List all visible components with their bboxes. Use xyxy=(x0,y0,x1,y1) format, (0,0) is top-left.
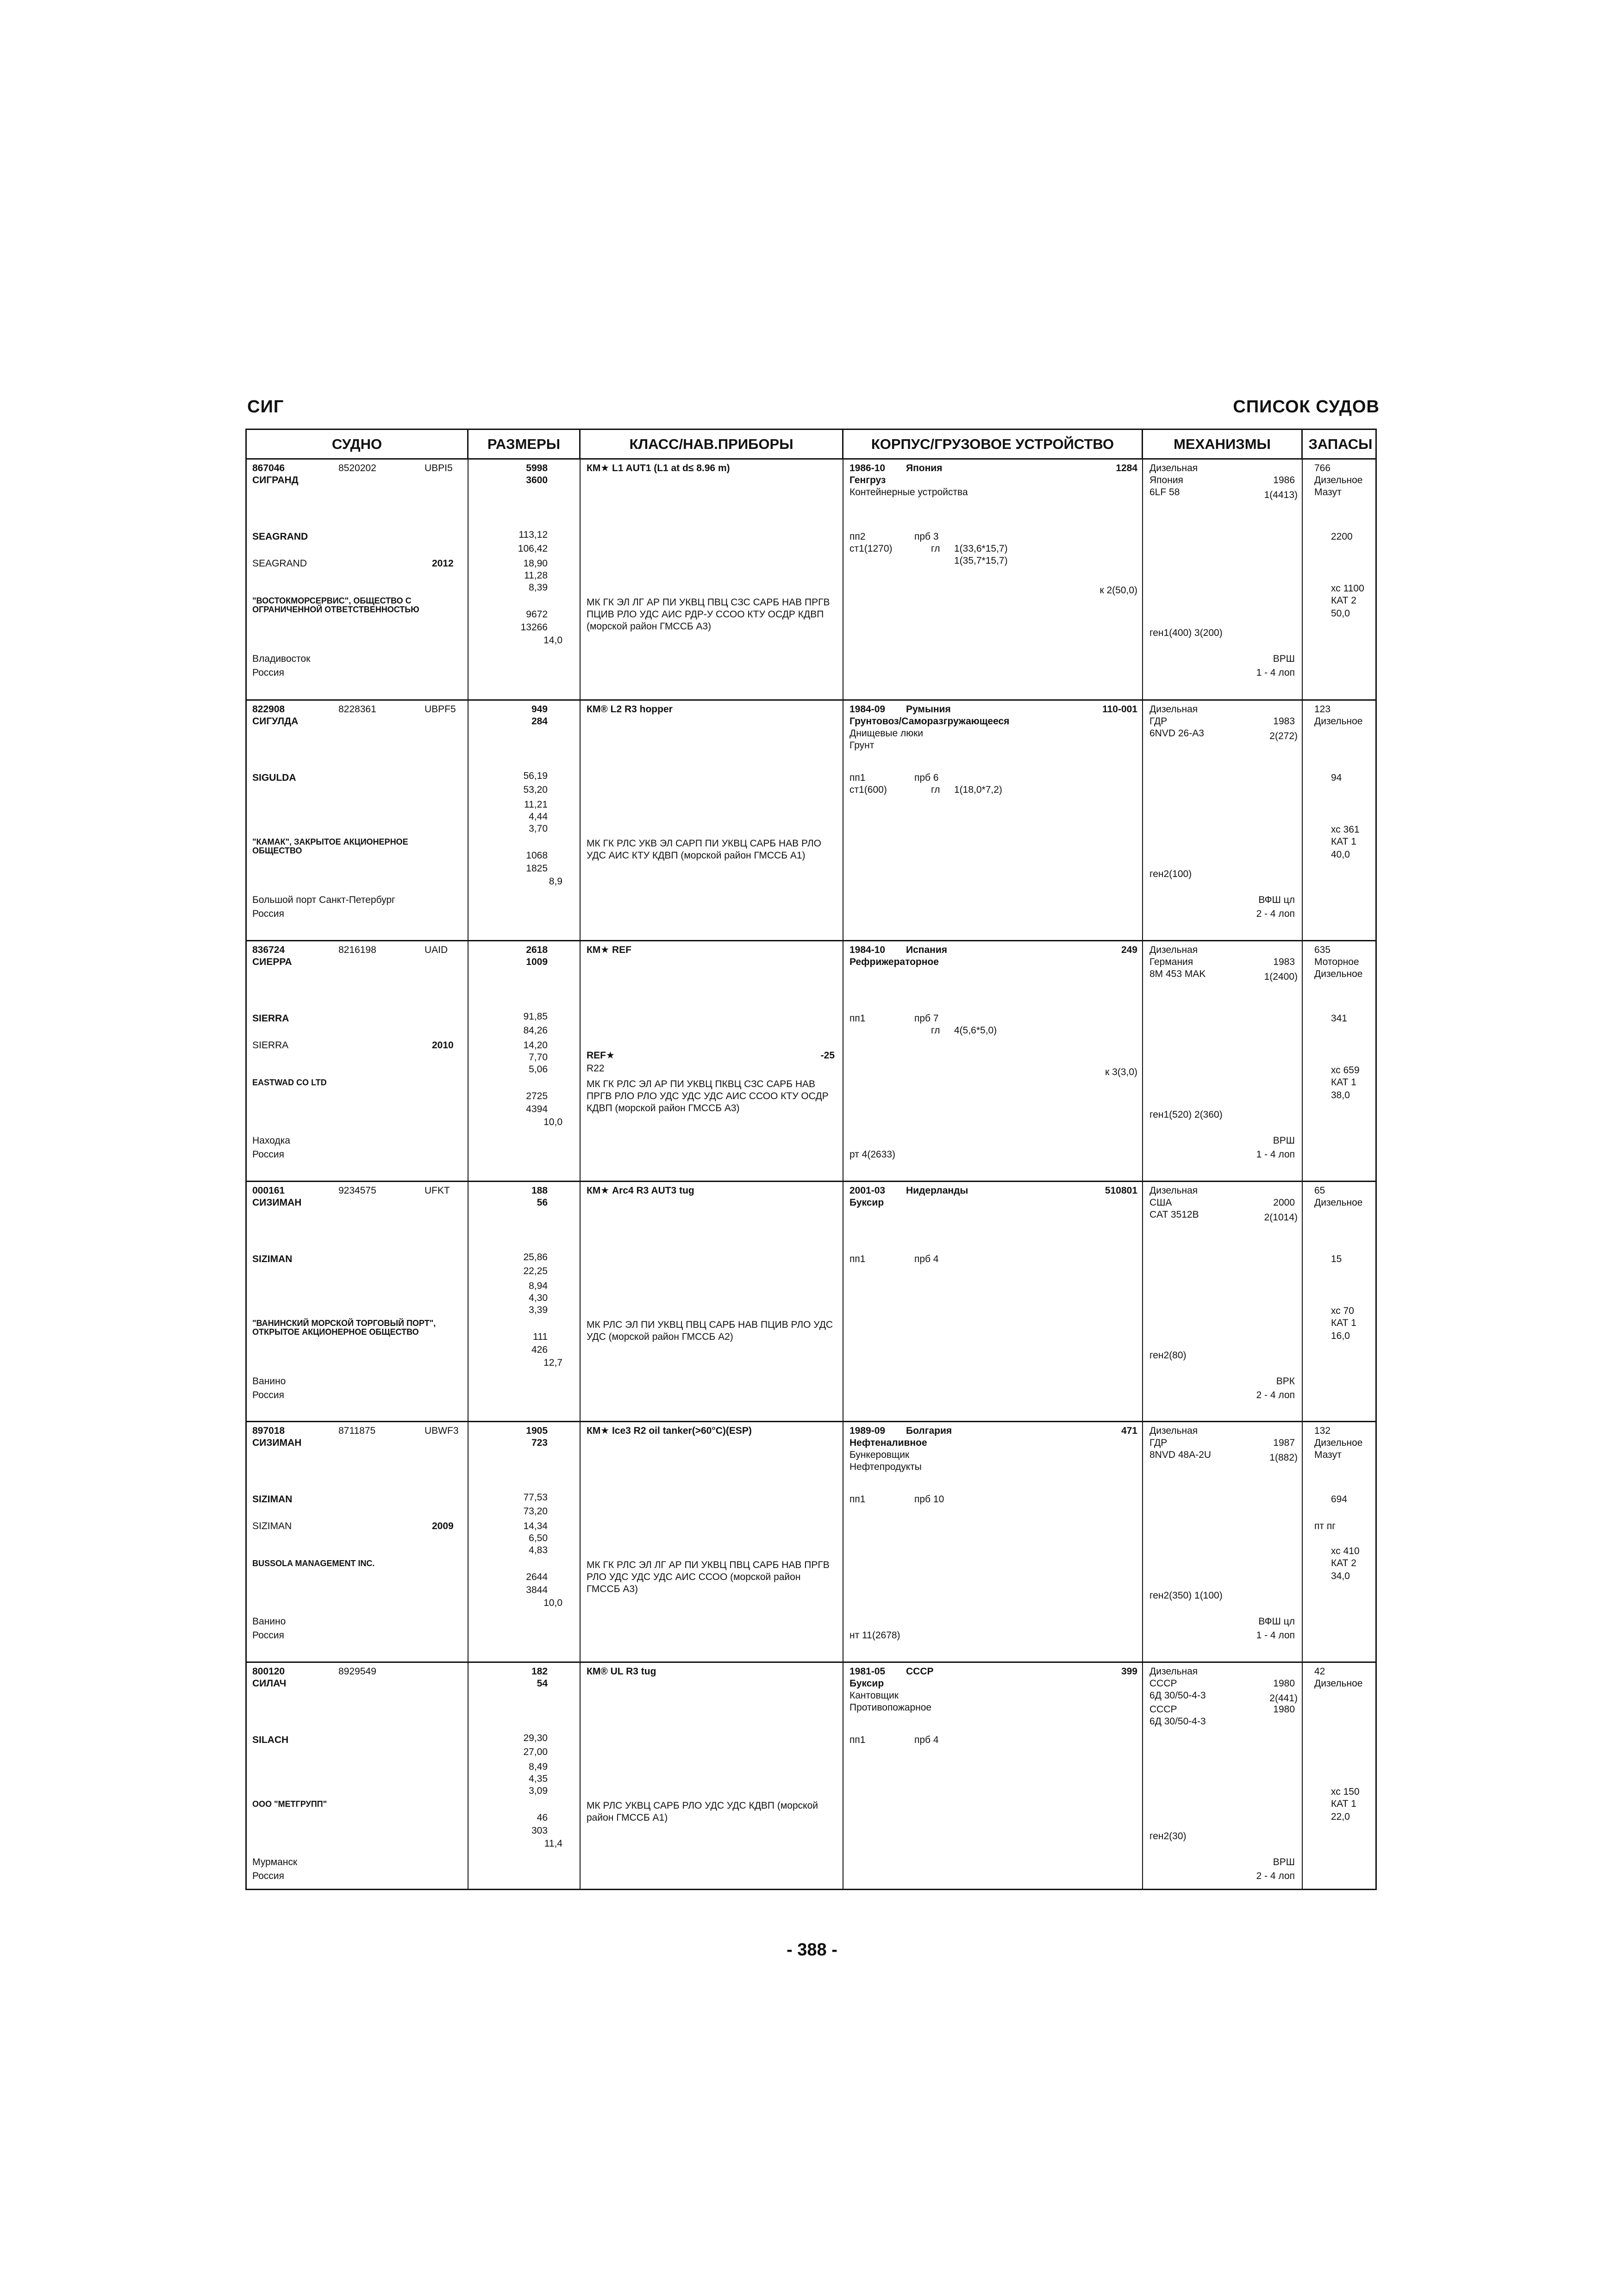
draught: 5,06 xyxy=(529,1064,548,1075)
ship-name-ru: СИЗИМАН xyxy=(252,1437,302,1448)
registry-number: 897018 xyxy=(252,1425,285,1436)
bulkheads: прб 10 xyxy=(914,1494,944,1505)
build-date: 2001-03 xyxy=(849,1185,886,1196)
draught: 3,39 xyxy=(529,1305,548,1315)
bulkheads: прб 6 xyxy=(914,772,939,783)
hatch-sizes: 4(5,6*5,0) xyxy=(954,1025,997,1036)
cranes: к 2(50,0) xyxy=(1099,585,1137,596)
fuel-type: Дизельное xyxy=(1314,716,1363,727)
fuel-quantity: 766 xyxy=(1314,463,1331,473)
previous-name: SIZIMAN xyxy=(252,1521,292,1531)
fuel-type: Дизельное xyxy=(1314,1678,1363,1689)
decks: пп1 xyxy=(849,1013,866,1024)
fuel-extra: пт пг xyxy=(1314,1521,1336,1531)
displacement: 1825 xyxy=(526,863,548,874)
previous-name-year: 2009 xyxy=(432,1521,454,1531)
engine-year: 1983 xyxy=(1273,716,1295,727)
depth: 7,70 xyxy=(529,1052,548,1063)
speed: 11,4 xyxy=(544,1838,562,1849)
tanks: рт 4(2633) xyxy=(849,1149,896,1160)
fuel-type: Дизельное xyxy=(1314,475,1363,485)
category: КАТ 1 xyxy=(1331,1077,1356,1088)
ship-type: Генгруз xyxy=(849,475,886,485)
engine-model: 6Д 30/50-4-3 xyxy=(1149,1690,1206,1701)
engine-country: ГДР xyxy=(1149,716,1168,727)
build-date: 1981-05 xyxy=(849,1666,886,1677)
length-overall: 91,85 xyxy=(523,1011,548,1022)
ship-name-ru: СИГРАНД xyxy=(252,475,299,485)
ship-subtype-2: Противопожарное xyxy=(849,1702,932,1713)
length-pp: 27,00 xyxy=(523,1747,548,1757)
ship-record xyxy=(247,1182,1375,1422)
owner: ООО "МЕТГРУПП" xyxy=(252,1799,327,1809)
fuel-quantity: 635 xyxy=(1314,945,1331,955)
tanks: нт 11(2678) xyxy=(849,1630,900,1641)
class-notation: КМ★ Arc4 R3 AUT3 tug xyxy=(587,1185,694,1196)
engine-type: Дизельная xyxy=(1149,704,1198,715)
fuel-reserve: 15 xyxy=(1331,1254,1342,1264)
ship-type: Грунтовоз/Саморазгружающееся xyxy=(849,716,1010,727)
imo-number: 8929549 xyxy=(338,1666,376,1677)
ship-name-latin: SILACH xyxy=(252,1735,289,1745)
displacement: 13266 xyxy=(520,622,548,633)
engine-model: 6NVD 26-A3 xyxy=(1149,728,1204,739)
propeller: ВРШ xyxy=(1273,1135,1295,1146)
engine-year: 1986 xyxy=(1273,475,1295,485)
draught: 4,83 xyxy=(529,1545,548,1556)
displacement: 3844 xyxy=(526,1585,548,1595)
build-date: 1984-10 xyxy=(849,945,886,955)
flag-country: Россия xyxy=(252,667,284,678)
hatch-sizes-2: 1(35,7*15,7) xyxy=(954,555,1008,566)
flag-country: Россия xyxy=(252,1871,284,1881)
generators: ген2(30) xyxy=(1149,1831,1187,1842)
decks: пп2 xyxy=(849,531,866,542)
yard-number: 399 xyxy=(1121,1666,1137,1677)
fuel-type-2: Дизельное xyxy=(1314,969,1363,979)
deadweight: 1068 xyxy=(526,850,548,861)
owner: BUSSOLA MANAGEMENT INC. xyxy=(252,1559,375,1568)
speed: 12,7 xyxy=(543,1357,562,1368)
imo-number: 8520202 xyxy=(338,463,376,473)
home-port: Мурманск xyxy=(252,1857,298,1867)
engine-country: ГДР xyxy=(1149,1437,1168,1448)
ship-name-ru: СИЗИМАН xyxy=(252,1197,302,1208)
build-country: СССР xyxy=(906,1666,934,1677)
cranes: к 3(3,0) xyxy=(1105,1067,1137,1077)
depth: 4,35 xyxy=(529,1773,548,1784)
cooler-capacity: хс 659 xyxy=(1331,1065,1360,1076)
sub-class-notation: REF★ xyxy=(587,1050,615,1061)
navigation-equipment: МК РЛС УКВЦ САРБ РЛО УДС УДС КДВП (морской район ГМССБ А1) xyxy=(587,1800,818,1823)
deadweight: 111 xyxy=(533,1332,548,1342)
propeller-blades: 1 - 4 лоп xyxy=(1256,1630,1295,1641)
call-sign: UBPF5 xyxy=(425,704,456,715)
depth: 4,44 xyxy=(529,811,548,822)
bulkheads: прб 4 xyxy=(914,1254,939,1264)
yard-number: 510801 xyxy=(1105,1185,1137,1196)
length-overall: 113,12 xyxy=(518,529,548,540)
ship-subtype: Бункеровщик xyxy=(849,1450,910,1460)
imo-number: 8216198 xyxy=(338,945,376,955)
fuel-reserve: 94 xyxy=(1331,772,1342,783)
breadth: 8,49 xyxy=(529,1761,548,1772)
owner: "КАМАК", ЗАКРЫТОЕ АКЦИОНЕРНОЕ ОБЩЕСТВО xyxy=(252,837,408,855)
propeller-blades: 2 - 4 лоп xyxy=(1256,1871,1295,1881)
imo-number: 9234575 xyxy=(338,1185,376,1196)
cooler-capacity: хс 150 xyxy=(1331,1786,1360,1797)
previous-name: SEAGRAND xyxy=(252,558,307,569)
propeller-blades: 1 - 4 лоп xyxy=(1256,1149,1295,1160)
ship-name-latin: SIERRA xyxy=(252,1013,289,1024)
propeller: ВРШ xyxy=(1273,653,1295,664)
deadweight: 9672 xyxy=(526,609,548,620)
ship-name-latin: SEAGRAND xyxy=(252,531,308,542)
fuel-type: Дизельное xyxy=(1314,1437,1363,1448)
category-value: 34,0 xyxy=(1331,1571,1350,1581)
class-notation: КМ® UL R3 tug xyxy=(587,1666,656,1677)
ship-name-latin: SIZIMAN xyxy=(252,1254,293,1264)
propeller: ВРШ xyxy=(1273,1857,1295,1867)
fuel-type-2: Мазут xyxy=(1314,487,1342,498)
category-value: 40,0 xyxy=(1331,849,1350,860)
ship-subtype: Контейнерные устройства xyxy=(849,487,968,498)
gross-tonnage: 949 xyxy=(531,704,548,715)
hatch-label: гл xyxy=(931,784,940,795)
ship-name-latin: SIGULDA xyxy=(252,772,296,783)
speed: 10,0 xyxy=(543,1117,562,1127)
ship-record xyxy=(247,460,1375,701)
fuel-reserve: 2200 xyxy=(1331,531,1353,542)
decks: пп1 xyxy=(849,1254,866,1264)
decks: пп1 xyxy=(849,1494,866,1505)
net-tonnage: 54 xyxy=(537,1678,548,1689)
build-date: 1989-09 xyxy=(849,1425,886,1436)
navigation-equipment: МК РЛС ЭЛ ПИ УКВЦ ПВЦ САРБ НАВ ПЦИВ РЛО УДС УДС (морской район ГМССБ А2) xyxy=(587,1319,833,1342)
ship-name-latin: SIZIMAN xyxy=(252,1494,293,1505)
ship-record xyxy=(247,1663,1375,1889)
net-tonnage: 1009 xyxy=(526,957,548,967)
length-pp: 22,25 xyxy=(523,1266,548,1276)
yard-number: 249 xyxy=(1121,945,1137,955)
engine-year: 1987 xyxy=(1273,1437,1295,1448)
gross-tonnage: 182 xyxy=(531,1666,548,1677)
previous-name: SIERRA xyxy=(252,1040,289,1051)
registry-number: 800120 xyxy=(252,1666,285,1677)
column-header-dimensions: РАЗМЕРЫ xyxy=(468,430,581,458)
displacement: 426 xyxy=(531,1344,548,1355)
bulkheads: прб 4 xyxy=(914,1735,939,1745)
ship-type: Буксир xyxy=(849,1197,884,1208)
build-country: Болгария xyxy=(906,1425,952,1436)
section-title: СИГ xyxy=(247,397,284,417)
breadth: 14,20 xyxy=(523,1040,548,1051)
sub-class-value: -25 xyxy=(820,1050,835,1061)
engine-model: CAT 3512B xyxy=(1149,1209,1199,1220)
registry-number: 867046 xyxy=(252,463,285,473)
sub-class-notation-2: R22 xyxy=(587,1063,605,1074)
engine-country: СССР xyxy=(1149,1678,1177,1689)
gross-tonnage: 188 xyxy=(531,1185,548,1196)
flag-country: Россия xyxy=(252,1390,284,1400)
call-sign: UFKT xyxy=(425,1185,450,1196)
build-country: Испания xyxy=(906,945,947,955)
ship-record xyxy=(247,701,1375,941)
home-port: Ванино xyxy=(252,1376,286,1387)
category: КАТ 1 xyxy=(1331,836,1356,847)
ship-type: Рефрижераторное xyxy=(849,957,939,967)
generators: ген1(400) 3(200) xyxy=(1149,628,1223,638)
gross-tonnage: 2618 xyxy=(526,945,548,955)
registry-number: 822908 xyxy=(252,704,285,715)
length-pp: 84,26 xyxy=(523,1025,548,1036)
cooler-capacity: хс 70 xyxy=(1331,1306,1354,1316)
breadth: 18,90 xyxy=(523,558,548,569)
ship-subtype-2: Грунт xyxy=(849,740,874,751)
yard-number: 471 xyxy=(1121,1425,1137,1436)
generators: ген2(350) 1(100) xyxy=(1149,1590,1223,1601)
class-notation: КМ★ Ice3 R2 oil tanker(>60°C)(ESP) xyxy=(587,1425,752,1436)
engine-year: 1983 xyxy=(1273,957,1295,967)
home-port: Ванино xyxy=(252,1616,286,1627)
fuel-type: Моторное xyxy=(1314,957,1359,967)
propeller: ВФШ цл xyxy=(1258,895,1295,905)
displacement: 4394 xyxy=(526,1104,548,1114)
engine-year: 2000 xyxy=(1273,1197,1295,1208)
breadth: 8,94 xyxy=(529,1281,548,1291)
ship-subtype: Кантовщик xyxy=(849,1690,899,1701)
length-pp: 53,20 xyxy=(523,784,548,795)
length-overall: 77,53 xyxy=(523,1492,548,1503)
length-pp: 106,42 xyxy=(518,543,548,554)
engine-model: 8NVD 48A-2U xyxy=(1149,1450,1212,1460)
engine2-country: СССР xyxy=(1149,1704,1177,1715)
build-country: Нидерланды xyxy=(906,1185,968,1196)
engine-power: 2(441) xyxy=(1269,1693,1298,1704)
column-header-vessel: СУДНО xyxy=(247,430,468,458)
gross-tonnage: 1905 xyxy=(526,1425,548,1436)
page-number: - 388 - xyxy=(787,1940,837,1960)
holds: ст1(600) xyxy=(849,784,887,795)
ship-subtype-2: Нефтепродукты xyxy=(849,1462,922,1472)
engine-type: Дизельная xyxy=(1149,945,1198,955)
home-port: Находка xyxy=(252,1135,290,1146)
registry-number: 000161 xyxy=(252,1185,285,1196)
fuel-quantity: 123 xyxy=(1314,704,1331,715)
engine-power: 1(4413) xyxy=(1264,490,1298,500)
owner: "ВОСТОКМОРСЕРВИС", ОБЩЕСТВО С ОГРАНИЧЕННОЙ ОТВЕТСТВЕННОСТЬЮ xyxy=(252,596,419,614)
engine-country: США xyxy=(1149,1197,1172,1208)
decks: пп1 xyxy=(849,1735,866,1745)
navigation-equipment: МК ГК ЭЛ ЛГ АР ПИ УКВЦ ПВЦ СЗС САРБ НАВ ПРГВ ПЦИВ РЛО УДС АИС РДР-У ССОО КТУ ОСДР КДВП (морской район ГМССБ А3) xyxy=(587,597,830,632)
ship-name-ru: СИГУЛДА xyxy=(252,716,299,727)
flag-country: Россия xyxy=(252,1630,284,1641)
owner: EASTWAD CO LTD xyxy=(252,1078,327,1087)
draught: 3,70 xyxy=(529,823,548,834)
class-notation: КМ★ REF xyxy=(587,945,631,955)
category: КАТ 1 xyxy=(1331,1798,1356,1809)
propeller-blades: 2 - 4 лоп xyxy=(1256,908,1295,919)
build-country: Румыния xyxy=(906,704,951,715)
hatch-sizes: 1(33,6*15,7) xyxy=(954,543,1008,554)
decks: пп1 xyxy=(849,772,866,783)
category: КАТ 2 xyxy=(1331,595,1356,606)
build-date: 1984-09 xyxy=(849,704,886,715)
engine-type: Дизельная xyxy=(1149,1185,1198,1196)
generators: ген2(100) xyxy=(1149,869,1192,879)
gross-tonnage: 5998 xyxy=(526,463,548,473)
depth: 11,28 xyxy=(524,570,548,581)
yard-number: 110-001 xyxy=(1102,704,1137,715)
yard-number: 1284 xyxy=(1116,463,1137,473)
engine-model: 6LF 58 xyxy=(1149,487,1180,498)
length-overall: 25,86 xyxy=(523,1252,548,1263)
owner: "ВАНИНСКИЙ МОРСКОЙ ТОРГОВЫЙ ПОРТ", ОТКРЫТОЕ АКЦИОНЕРНОЕ ОБЩЕСТВО xyxy=(252,1319,436,1337)
class-notation: КМ★ L1 AUT1 (L1 at d≤ 8.96 m) xyxy=(587,463,730,473)
imo-number: 8711875 xyxy=(338,1425,376,1436)
column-header-class: КЛАСС/НАВ.ПРИБОРЫ xyxy=(581,430,843,458)
propeller-blades: 2 - 4 лоп xyxy=(1256,1390,1295,1400)
fuel-type: Дизельное xyxy=(1314,1197,1363,1208)
ship-register-table xyxy=(245,429,1377,1890)
table-header xyxy=(247,430,1375,460)
previous-name-year: 2012 xyxy=(432,558,454,569)
call-sign: UBPI5 xyxy=(425,463,453,473)
ship-record xyxy=(247,941,1375,1182)
flag-country: Россия xyxy=(252,1149,284,1160)
draught: 8,39 xyxy=(529,582,548,593)
engine-power: 1(882) xyxy=(1269,1452,1298,1463)
registry-number: 836724 xyxy=(252,945,285,955)
fuel-reserve: 694 xyxy=(1331,1494,1348,1505)
speed: 8,9 xyxy=(549,876,562,887)
flag-country: Россия xyxy=(252,908,284,919)
draught: 3,09 xyxy=(529,1786,548,1796)
category-value: 50,0 xyxy=(1331,608,1350,619)
home-port: Владивосток xyxy=(252,653,311,664)
category: КАТ 1 xyxy=(1331,1318,1356,1328)
engine-model: 8M 453 MAK xyxy=(1149,969,1206,979)
cooler-capacity: хс 410 xyxy=(1331,1546,1360,1556)
previous-name-year: 2010 xyxy=(432,1040,454,1051)
displacement: 303 xyxy=(531,1825,548,1836)
column-header-hull: КОРПУС/ГРУЗОВОЕ УСТРОЙСТВО xyxy=(843,430,1143,458)
ship-subtype: Днищевые люки xyxy=(849,728,923,739)
imo-number: 8228361 xyxy=(338,704,376,715)
ship-record xyxy=(247,1422,1375,1663)
generators: ген2(80) xyxy=(1149,1350,1187,1361)
engine-type: Дизельная xyxy=(1149,463,1198,473)
engine-power: 2(272) xyxy=(1269,731,1298,741)
fuel-quantity: 65 xyxy=(1314,1185,1325,1196)
engine2-model: 6Д 30/50-4-3 xyxy=(1149,1716,1206,1727)
category-value: 22,0 xyxy=(1331,1811,1350,1822)
propeller: ВРК xyxy=(1276,1376,1295,1387)
length-pp: 73,20 xyxy=(523,1506,548,1517)
fuel-quantity: 132 xyxy=(1314,1425,1331,1436)
build-date: 1986-10 xyxy=(849,463,886,473)
bulkheads: прб 7 xyxy=(914,1013,939,1024)
engine-type: Дизельная xyxy=(1149,1666,1198,1677)
ship-type: Нефтеналивное xyxy=(849,1437,927,1448)
build-country: Япония xyxy=(906,463,943,473)
navigation-equipment: МК ГК РЛС ЭЛ ЛГ АР ПИ УКВЦ ПВЦ САРБ НАВ ПРГВ РЛО УДС УДС УДС АИС ССОО (морской район ГМССБ А3) xyxy=(587,1560,830,1594)
breadth: 11,21 xyxy=(524,799,548,810)
category-value: 38,0 xyxy=(1331,1090,1350,1101)
propeller-blades: 1 - 4 лоп xyxy=(1256,667,1295,678)
column-header-supplies: ЗАПАСЫ xyxy=(1308,436,1373,452)
fuel-type-2: Мазут xyxy=(1314,1450,1342,1460)
call-sign: UAID xyxy=(425,945,448,955)
net-tonnage: 3600 xyxy=(526,475,548,485)
breadth: 14,34 xyxy=(523,1521,548,1531)
depth: 4,30 xyxy=(529,1293,548,1303)
bulkheads: прб 3 xyxy=(914,531,939,542)
column-header-machinery: МЕХАНИЗМЫ xyxy=(1143,430,1303,458)
deadweight: 46 xyxy=(537,1812,548,1823)
engine-power: 2(1014) xyxy=(1264,1212,1298,1223)
engine-country: Япония xyxy=(1149,475,1183,485)
category: КАТ 2 xyxy=(1331,1558,1356,1568)
ship-name-ru: СИЕРРА xyxy=(252,957,292,967)
hatch-sizes: 1(18,0*7,2) xyxy=(954,784,1002,795)
depth: 6,50 xyxy=(529,1533,548,1543)
document-title: СПИСОК СУДОВ xyxy=(1233,397,1380,417)
engine-type: Дизельная xyxy=(1149,1425,1198,1436)
ship-name-ru: СИЛАЧ xyxy=(252,1678,287,1689)
cooler-capacity: хс 361 xyxy=(1331,824,1360,835)
navigation-equipment: МК ГК РЛС УКВ ЭЛ САРП ПИ УКВЦ САРБ НАВ РЛО УДС АИС КТУ КДВП (морской район ГМССБ А1) xyxy=(587,838,821,861)
speed: 10,0 xyxy=(543,1598,562,1608)
length-overall: 56,19 xyxy=(523,771,548,781)
engine2-year: 1980 xyxy=(1273,1704,1295,1715)
net-tonnage: 723 xyxy=(531,1437,548,1448)
hatch-label: гл xyxy=(931,543,940,554)
fuel-reserve: 341 xyxy=(1331,1013,1348,1024)
fuel-quantity: 42 xyxy=(1314,1666,1325,1677)
cooler-capacity: хс 1100 xyxy=(1331,583,1364,594)
navigation-equipment: МК ГК РЛС ЭЛ АР ПИ УКВЦ ПКВЦ СЗС САРБ НАВ ПРГВ РЛО РЛО УДС УДС УДС АИС ССОО КТУ ОСДР КДВП (морской район ГМССБ А3) xyxy=(587,1079,829,1114)
net-tonnage: 284 xyxy=(531,716,548,727)
category-value: 16,0 xyxy=(1331,1331,1350,1341)
engine-power: 1(2400) xyxy=(1264,971,1298,982)
holds: ст1(1270) xyxy=(849,543,893,554)
ship-type: Буксир xyxy=(849,1678,884,1689)
deadweight: 2644 xyxy=(526,1572,548,1582)
speed: 14,0 xyxy=(543,635,562,646)
length-overall: 29,30 xyxy=(523,1733,548,1743)
page-header xyxy=(246,397,1380,421)
net-tonnage: 56 xyxy=(537,1197,548,1208)
call-sign: UBWF3 xyxy=(425,1425,459,1436)
propeller: ВФШ цл xyxy=(1258,1616,1295,1627)
engine-country: Германия xyxy=(1149,957,1193,967)
generators: ген1(520) 2(360) xyxy=(1149,1109,1223,1120)
engine-year: 1980 xyxy=(1273,1678,1295,1689)
class-notation: КМ® L2 R3 hopper xyxy=(587,704,673,715)
home-port: Большой порт Санкт-Петербург xyxy=(252,895,395,905)
hatch-label: гл xyxy=(931,1025,940,1036)
deadweight: 2725 xyxy=(526,1091,548,1101)
